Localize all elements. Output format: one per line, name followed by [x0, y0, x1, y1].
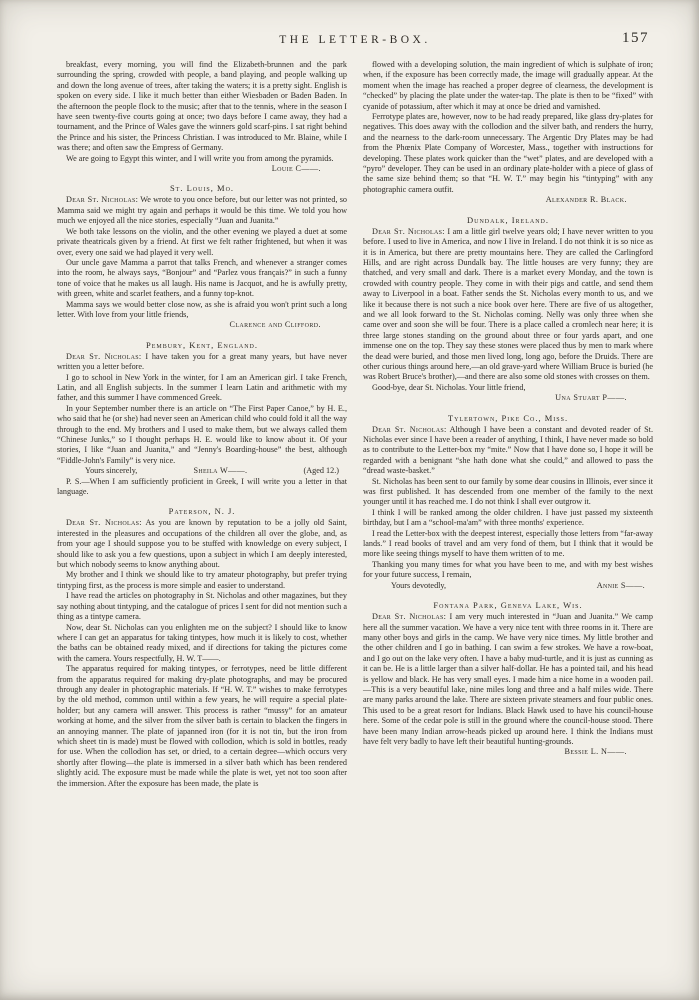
paragraph: St. Nicholas has been sent to our family by some dear cousins in Illinois, ever since it was first published. It has descended from one member of the family to the next younger until it has reached me. I do not think I shall ever outgrow it.: [363, 476, 653, 507]
paragraph-text: I am a little girl twelve years old; I have never written to you before. I used to live in America, and now I live in Ireland. I do not think it is so nice as it is in America, but there are pretty mountains here. They are called the Carlingford Hills, and are right across Dundalk bay. The little houses are very funny; they are thatched, and very small and dark. There is a market every Monday, and the town is crowded with country people. They come in with their pigs and cattle, and send them away to Liverpool in a boat. Father sends the St. Nicholas every month to us, and we like it because there is not such a nice book over here. There are five of us altogether, and we all look forward to the St. Nicholas coming. Nelly was only three when she came over and soon she will be four. There is a place called a cromlech near here; it is three large stones standing on the ground about three or four yards apart, and one immense one on the top. They say these stones were placed thus by men to mark where the dead were buried, and those men lived long, long ago, before the Druids. There are other curious things around here,—an old grave-yard where William Bruce is buried (he was Robert Bruce's brother),—and there are also some old stones with crosses on them.: [363, 226, 653, 382]
paragraph: Mamma says we would better close now, as she is afraid you won't print such a long letter. With love from your little friends,: [57, 299, 347, 319]
paragraph: breakfast, every morning, you will find the Elizabeth-brunnen and the park surrounding the spring, crowded with people, a band playing, and people walking up and down the long avenue of trees, after taking the waters; it is a pretty sight. English is spoken on every side. I like it much better than either Wiesbaden or Baden Baden. In the afternoon the people flock to the music; after that to the tennis, where in the season I have seen twenty-five courts going at once; two days before I came away, they had a tournament, and the Prince of Wales gave the winners gold scarf-pins. I sat right behind the Prince and his sister, the Princess Christian. I was introduced to Mr. Blaine, while I was there; and often saw the Empress of Germany.: [57, 60, 347, 153]
letter-pembury: [57, 340, 347, 498]
valediction: Yours devotedly,: [391, 580, 447, 590]
location-heading: Paterson, N. J.: [168, 506, 236, 517]
salutation: Dear St. Nicholas:: [66, 518, 142, 528]
location-heading: Dundalk, Ireland.: [466, 214, 549, 225]
letter-dundalk: [363, 215, 653, 404]
signature: Annie S——.: [596, 580, 645, 590]
editor-reply-continued: [363, 60, 653, 206]
text-columns: [57, 60, 653, 791]
signature: Alexander R. Black.: [545, 195, 627, 205]
paragraph: Ferrotype plates are, however, now to be had ready prepared, like glass dry-plates for negatives. This does away with the collodion and the silver bath, and renders the hurry, and the nearness to the dark-room unnecessary. The Argentic Dry Plates may be had from the Phœnix Plate Company of Worcester, Mass., together with instructions for developing. These plates work quicker than the “wet” plates, and are developed with a “pyro” developer. They can be used in an ordinary plate-holder with a piece of glass of the same size behind them; so that “H. W. T.” may begin his “tintyping” with any photographic camera outfit.: [363, 112, 653, 194]
editor-reply-paragraph: The apparatus required for making tintypes, or ferrotypes, need be little different from the apparatus required for making dry-plate photographs, and may be procured through any dealer in photographic materials. If “H. W. T.” wishes to make ferrotypes by the old method, common until within a few years, he will require a special plate-holder; but any camera will answer. This process is rather “mussy” for an amateur working at home, and the silver from the silver bath is certain to blacken the fingers in an annoying manner. The plate of japanned iron (for it is not tin, but the iron from which sheet tin is made) must be flowed with collodion, which is sold in bottles, ready for use. When the collodion has set, or dried, to a certain degree—which occurs very shortly after flowing—the plate is immersed in a silver bath which has been rendered slightly acid. The exposure must be made while the plate is wet, yet not too soon after the immersion. After the exposure has been made, the plate is: [57, 664, 347, 788]
paragraph: [363, 425, 653, 477]
paragraph: [57, 352, 347, 373]
paragraph: [57, 195, 347, 226]
paragraph: Now, dear St. Nicholas can you enlighten me on the subject? I should like to know where I can get an apparatus for taking tintypes, how much it is likely to cost, whether the baths can be obtained ready mixed, and if directions for taking the pictures come with the camera. Yours respectfully, H. W. T——.: [57, 622, 347, 663]
letter-paterson: [57, 506, 347, 789]
signature: Louie C——.: [271, 164, 321, 174]
page-title: THE LETTER-BOX.: [279, 34, 431, 46]
location-heading: Tylertown, Pike Co., Miss.: [447, 412, 569, 423]
salutation: Dear St. Nicholas:: [372, 226, 445, 236]
valediction-line: [57, 466, 347, 476]
age-note: (Aged 12.): [303, 466, 339, 476]
paragraph-text: I have taken you for a great many years, but have never written you a letter before.: [57, 351, 347, 372]
signature: Una Stuart P——.: [555, 393, 627, 403]
page-header: [57, 30, 653, 54]
letter-fontana-park: [363, 600, 653, 758]
paragraph-text: I am very much interested in “Juan and Juanita.” We camp here all the summer vacation. We have a very nice tent with three rooms in it. There are many other boys and girls in the camp. We have very nice times. My little brother and the other children and I go in bathing. I can swim a few strokes. We have a row-boat, and I go out on the lake very often. I have a baby mud-turtle, and it is just as cunning as it can be. He is a little larger than a silver half-dollar. He has a pointed tail, and his head is yellow and black. He has very small eyes. I made him a nice home in a wooden pail.—This is a very beautiful lake, nine miles long and three and a half miles wide. There are many parks around the lake. There are sixteen private steamers and four public ones. This used to be a great resort for Indians. Black Hawk used to have his council-house here. Some of the cedar pole is still in the ground where the council-house stood. There have been many Indian arrow-heads picked up around here. I think the Indians must have felt very badly to have left their beautiful hunting-grounds.: [363, 612, 653, 746]
paragraph-text: As you are known by reputation to be a jolly old Saint, interested in the pleasures and occupations of the children all over the globe, and, as from your age I should suppose you to be stuffed with knowledge on every subject, I should like to ask you a few questions, upon a subject in which I am deeply interested, but which nobody seems to know anything about.: [57, 518, 347, 570]
signature: Bessie L. N——.: [564, 747, 627, 757]
page-number: 157: [622, 30, 649, 46]
salutation: Dear St. Nicholas:: [66, 195, 139, 205]
location-heading: Pembury, Kent, England.: [145, 339, 258, 350]
paragraph: I have read the articles on photography in St. Nicholas and other magazines, but they say nothing about tintyping, and the catalogue of prices I sent for did not mention such a thing as a tintype camera.: [57, 591, 347, 622]
paragraph-text: Although I have been a constant and devoted reader of St. Nicholas ever since I have been a reader of anything, I think, I have never made so bold as to contribute to the Letter-box my “mite.” Now that I have done so, I hope it will be regarded with a benignant “she hath done what she could,” and allowed to pass the “dread waste-basket.”: [363, 424, 653, 476]
letter-continued-wiesbaden: [57, 60, 347, 174]
paragraph: [363, 612, 653, 747]
paragraph: flowed with a developing solution, the main ingredient of which is sulphate of iron; when, if the exposure has been correctly made, the image will gradually appear. At the moment when the image has reached a proper degree of clearness, the development is “checked” by placing the plate under the water-tap. The plate is then to be “fixed” with cyanide of potassium, after which it may at once be dried and varnished.: [363, 60, 653, 111]
letter-tylertown: [363, 413, 653, 592]
paragraph: I go to school in New York in the winter, for I am an American girl. I take French, Latin, and all English subjects. In the summer I learn Latin and arithmetic with my father, and this summer I have commenced Greek.: [57, 372, 347, 403]
letter-st-louis: [57, 183, 347, 330]
paragraph: [363, 227, 653, 383]
paragraph: Our uncle gave Mamma a parrot that talks French, and whenever a stranger comes into the room, he always says, “Bonjour” and “Parlez vous français?” in such a funny tone of voice that he makes us all laugh. His name is Jacquot, and he is awfully pretty, with green, white and scarlet feathers, and a funny top-knot.: [57, 257, 347, 299]
location-heading: Fontana Park, Geneva Lake, Wis.: [433, 600, 583, 611]
paragraph: We are going to Egypt this winter, and I will write you from among the pyramids.: [66, 153, 334, 163]
paragraph: I read the Letter-box with the deepest interest, especially those letters from “far-away lands.” I read books of travel and am very fond of them, but I think that it would be more like seeing things myself to have them written of to me.: [363, 528, 653, 559]
postscript: P. S.—When I am sufficiently proficient in Greek, I will write you a letter in that language.: [57, 476, 347, 497]
signature: Sheila W——.: [193, 466, 248, 476]
signature: Clarence and Clifford.: [229, 320, 321, 330]
location-heading: St. Louis, Mo.: [169, 183, 235, 194]
paragraph: I think I will be ranked among the older children. I have just passed my sixteenth birthday, but I am a “school-ma'am” with three months' experience.: [363, 507, 653, 528]
paragraph-text: We wrote to you once before, but our letter was not printed, so Mamma said we might try again and perhaps it would be this time. We told you how much we enjoyed all the nice stories, especially “Juan and Juanita.”: [57, 195, 347, 226]
paragraph: [57, 518, 347, 570]
paragraph: We both take lessons on the violin, and the other evening we played a duet at some private theatricals given by a friend. At first we felt rather frightened, but when it was over, every one said we had played it very well.: [57, 226, 347, 257]
valediction-line: [363, 581, 653, 591]
salutation: Dear St. Nicholas:: [372, 612, 447, 622]
paragraph: Good-bye, dear St. Nicholas. Your little friend,: [372, 382, 526, 392]
salutation: Dear St. Nicholas:: [66, 351, 142, 361]
salutation: Dear St. Nicholas:: [372, 424, 447, 434]
paragraph: My brother and I think we should like to try amateur photography, but prefer trying tintyping first, as the process is more simple and easier to understand.: [57, 570, 347, 590]
left-column: [57, 60, 347, 791]
paragraph: In your September number there is an article on “The First Paper Canoe,” by H. E., who said that he (or she) had never seen an American child who could fold it all the way through to the end. My brothers and I used to make them, but we always called them “Chinese Junks,” so I thought perhaps H. E. would like to know about it. Of your stories, I like “Juan and Juanita,” and “Jenny's Boarding-house” the best, although “Fiddle-John's Family” is very nice.: [57, 403, 347, 465]
valediction: Yours sincerely,: [85, 466, 138, 476]
right-column: [363, 60, 653, 791]
paragraph: Thanking you many times for what you have been to me, and with my best wishes for your future success, I remain,: [363, 559, 653, 580]
